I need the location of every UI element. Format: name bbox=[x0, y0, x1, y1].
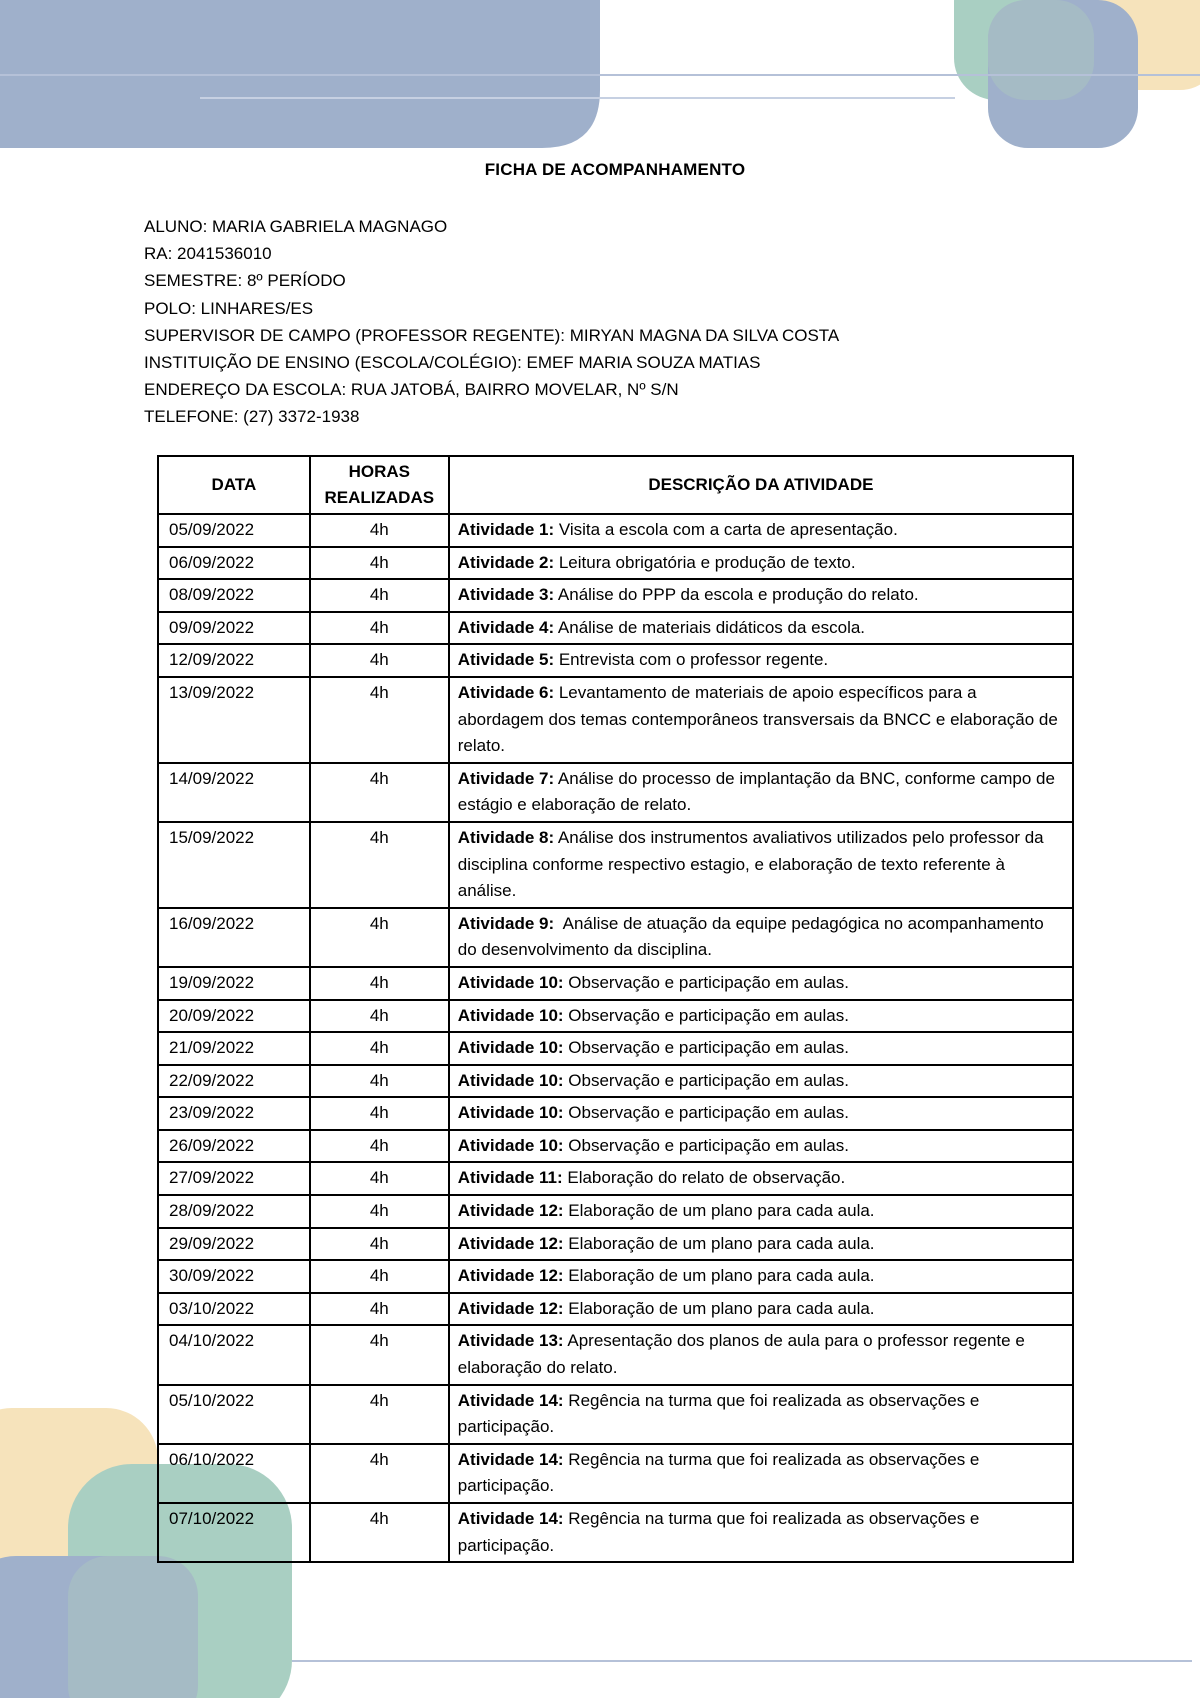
table-row bbox=[158, 908, 1073, 967]
row-description bbox=[449, 1260, 1073, 1293]
table-row bbox=[158, 1260, 1073, 1293]
activity-text: Elaboração de um plano para cada aula. bbox=[563, 1233, 875, 1253]
activity-text: Apresentação dos planos de aula para o professor regente e elaboração do relato. bbox=[457, 1331, 1030, 1378]
row-description bbox=[449, 1228, 1073, 1261]
footer-line bbox=[292, 1659, 1192, 1663]
table-body bbox=[158, 514, 1073, 1562]
activity-text: Análise do PPP da escola e produção do relato. bbox=[554, 585, 919, 605]
row-description bbox=[449, 1162, 1073, 1195]
row-date: 06/09/2022 bbox=[158, 547, 310, 580]
row-hours: 4h bbox=[310, 612, 449, 645]
activity-text: Entrevista com o professor regente. bbox=[554, 650, 829, 670]
table-row bbox=[158, 612, 1073, 645]
row-hours: 4h bbox=[310, 1032, 449, 1065]
activity-label: Atividade 10: bbox=[457, 1070, 564, 1090]
table-row bbox=[158, 1065, 1073, 1098]
row-date: 23/09/2022 bbox=[158, 1097, 310, 1130]
activity-label: Atividade 14: bbox=[457, 1509, 564, 1528]
activity-label: Atividade 3: bbox=[457, 585, 555, 605]
activity-text: Elaboração de um plano para cada aula. bbox=[563, 1266, 875, 1286]
table-row bbox=[158, 644, 1073, 677]
row-date: 22/09/2022 bbox=[158, 1065, 310, 1098]
activity-text: Regência na turma que foi realizada as observações e participação. bbox=[457, 1449, 985, 1496]
row-hours: 4h bbox=[310, 1385, 449, 1444]
row-hours: 4h bbox=[310, 644, 449, 677]
activity-text: Observação e participação em aulas. bbox=[563, 1038, 849, 1058]
header-date: DATA bbox=[158, 456, 310, 514]
row-date: 09/09/2022 bbox=[158, 612, 310, 645]
activity-text: Visita a escola com a carta de apresentação. bbox=[554, 520, 898, 539]
row-description bbox=[449, 514, 1073, 547]
activity-label: Atividade 10: bbox=[457, 1038, 564, 1058]
activity-text: Leitura obrigatória e produção de texto. bbox=[554, 552, 856, 572]
row-hours: 4h bbox=[310, 822, 449, 908]
row-date: 03/10/2022 bbox=[158, 1293, 310, 1326]
activity-label: Atividade 14: bbox=[457, 1390, 564, 1410]
activity-text: Regência na turma que foi realizada as observações e participação. bbox=[457, 1390, 985, 1437]
row-description bbox=[449, 908, 1073, 967]
activity-text: Elaboração de um plano para cada aula. bbox=[563, 1298, 875, 1318]
row-description bbox=[449, 547, 1073, 580]
row-hours: 4h bbox=[310, 1260, 449, 1293]
student-info bbox=[144, 213, 839, 431]
activity-label: Atividade 1: bbox=[457, 520, 555, 539]
table-row bbox=[158, 822, 1073, 908]
table-row bbox=[158, 1032, 1073, 1065]
row-date: 20/09/2022 bbox=[158, 1000, 310, 1033]
activity-text: Observação e participação em aulas. bbox=[563, 1005, 849, 1025]
row-hours: 4h bbox=[310, 677, 449, 763]
table-row bbox=[158, 1000, 1073, 1033]
row-description bbox=[449, 579, 1073, 612]
row-hours: 4h bbox=[310, 1228, 449, 1261]
header-overlap-shape bbox=[988, 0, 1094, 100]
row-description bbox=[449, 763, 1073, 822]
row-description bbox=[449, 644, 1073, 677]
row-date: 15/09/2022 bbox=[158, 822, 310, 908]
activity-label: Atividade 10: bbox=[457, 1135, 564, 1155]
row-date: 29/09/2022 bbox=[158, 1228, 310, 1261]
table-row bbox=[158, 1325, 1073, 1384]
activity-label: Atividade 2: bbox=[457, 552, 555, 572]
row-date: 13/09/2022 bbox=[158, 677, 310, 763]
row-description bbox=[449, 612, 1073, 645]
activity-text: Observação e participação em aulas. bbox=[563, 1070, 849, 1090]
footer-overlap-shape bbox=[68, 1556, 198, 1698]
row-description bbox=[449, 1032, 1073, 1065]
activity-label: Atividade 14: bbox=[457, 1449, 564, 1469]
header-hours: HORAS REALIZADAS bbox=[310, 456, 449, 514]
table-row bbox=[158, 967, 1073, 1000]
table-row bbox=[158, 1195, 1073, 1228]
row-date: 16/09/2022 bbox=[158, 908, 310, 967]
activity-text: Análise de materiais didáticos da escola. bbox=[554, 617, 866, 637]
header-description: DESCRIÇÃO DA ATIVIDADE bbox=[449, 456, 1073, 514]
row-hours: 4h bbox=[310, 1130, 449, 1163]
table-row bbox=[158, 1503, 1073, 1562]
activity-label: Atividade 8: bbox=[457, 827, 555, 847]
info-supervisor: SUPERVISOR DE CAMPO (PROFESSOR REGENTE): MIRYAN MAGNA DA SILVA COSTA bbox=[144, 325, 840, 345]
table-row bbox=[158, 1097, 1073, 1130]
row-description bbox=[449, 1195, 1073, 1228]
info-ra: RA: 2041536010 bbox=[144, 244, 272, 264]
row-date: 19/09/2022 bbox=[158, 967, 310, 1000]
row-date: 05/10/2022 bbox=[158, 1385, 310, 1444]
activity-text: Análise dos instrumentos avaliativos utilizados pelo professor da disciplina conforme respectivo estagio, e elaboração de texto referente à análise. bbox=[457, 827, 1049, 901]
row-hours: 4h bbox=[310, 547, 449, 580]
row-date: 06/10/2022 bbox=[158, 1444, 310, 1503]
table-row bbox=[158, 1130, 1073, 1163]
activity-label: Atividade 12: bbox=[457, 1266, 564, 1286]
activity-label: Atividade 9: bbox=[457, 913, 555, 933]
row-date: 14/09/2022 bbox=[158, 763, 310, 822]
activity-text: Regência na turma que foi realizada as observações e participação. bbox=[457, 1509, 985, 1555]
row-description bbox=[449, 1385, 1073, 1444]
row-hours: 4h bbox=[310, 1162, 449, 1195]
activity-label: Atividade 12: bbox=[457, 1233, 564, 1253]
row-hours: 4h bbox=[310, 908, 449, 967]
activity-text: Análise do processo de implantação da BNC, conforme campo de estágio e elaboração de relato. bbox=[457, 768, 1060, 815]
row-description bbox=[449, 1444, 1073, 1503]
row-hours: 4h bbox=[310, 1293, 449, 1326]
table-row bbox=[158, 1162, 1073, 1195]
info-phone: TELEFONE: (27) 3372-1938 bbox=[144, 407, 360, 427]
table-row bbox=[158, 677, 1073, 763]
table-row bbox=[158, 1293, 1073, 1326]
row-description bbox=[449, 822, 1073, 908]
activity-label: Atividade 10: bbox=[457, 1005, 564, 1025]
row-description bbox=[449, 967, 1073, 1000]
activity-label: Atividade 10: bbox=[457, 972, 564, 992]
row-hours: 4h bbox=[310, 967, 449, 1000]
table-row bbox=[158, 1228, 1073, 1261]
activities-table bbox=[157, 455, 1074, 1563]
row-date: 04/10/2022 bbox=[158, 1325, 310, 1384]
row-hours: 4h bbox=[310, 1444, 449, 1503]
header-decoration bbox=[0, 0, 1200, 150]
activity-text: Elaboração de um plano para cada aula. bbox=[563, 1201, 875, 1221]
table-row bbox=[158, 579, 1073, 612]
row-date: 07/10/2022 bbox=[158, 1503, 310, 1562]
table-row bbox=[158, 1444, 1073, 1503]
info-polo: POLO: LINHARES/ES bbox=[144, 298, 314, 318]
table-row bbox=[158, 763, 1073, 822]
row-date: 05/09/2022 bbox=[158, 514, 310, 547]
activity-text: Observação e participação em aulas. bbox=[563, 1103, 849, 1123]
activity-label: Atividade 11: bbox=[457, 1168, 563, 1188]
row-hours: 4h bbox=[310, 1000, 449, 1033]
activity-text: Elaboração do relato de observação. bbox=[562, 1168, 846, 1188]
table-header-row bbox=[158, 456, 1073, 514]
row-description bbox=[449, 1130, 1073, 1163]
row-description bbox=[449, 1503, 1073, 1562]
row-hours: 4h bbox=[310, 763, 449, 822]
activity-label: Atividade 6: bbox=[457, 682, 555, 702]
activity-text: Análise de atuação da equipe pedagógica no acompanhamento do desenvolvimento da disciplina. bbox=[457, 913, 1049, 960]
row-date: 28/09/2022 bbox=[158, 1195, 310, 1228]
row-description bbox=[449, 1000, 1073, 1033]
row-hours: 4h bbox=[310, 1097, 449, 1130]
row-description bbox=[449, 1097, 1073, 1130]
table-row bbox=[158, 547, 1073, 580]
row-date: 12/09/2022 bbox=[158, 644, 310, 677]
row-hours: 4h bbox=[310, 514, 449, 547]
activity-label: Atividade 10: bbox=[457, 1103, 564, 1123]
row-date: 30/09/2022 bbox=[158, 1260, 310, 1293]
row-description bbox=[449, 1065, 1073, 1098]
activity-label: Atividade 4: bbox=[457, 617, 555, 637]
row-hours: 4h bbox=[310, 1325, 449, 1384]
row-description bbox=[449, 1325, 1073, 1384]
info-student: ALUNO: MARIA GABRIELA MAGNAGO bbox=[144, 217, 448, 236]
row-date: 27/09/2022 bbox=[158, 1162, 310, 1195]
row-hours: 4h bbox=[310, 579, 449, 612]
row-hours: 4h bbox=[310, 1195, 449, 1228]
info-semester: SEMESTRE: 8º PERÍODO bbox=[144, 271, 346, 291]
row-hours: 4h bbox=[310, 1503, 449, 1562]
row-date: 21/09/2022 bbox=[158, 1032, 310, 1065]
activity-text: Observação e participação em aulas. bbox=[563, 972, 849, 992]
activity-text: Observação e participação em aulas. bbox=[563, 1135, 849, 1155]
activity-label: Atividade 12: bbox=[457, 1201, 564, 1221]
row-date: 26/09/2022 bbox=[158, 1130, 310, 1163]
row-date: 08/09/2022 bbox=[158, 579, 310, 612]
document-title: FICHA DE ACOMPANHAMENTO bbox=[484, 160, 746, 179]
table-row bbox=[158, 1385, 1073, 1444]
info-institution: INSTITUIÇÃO DE ENSINO (ESCOLA/COLÉGIO): EMEF MARIA SOUZA MATIAS bbox=[144, 353, 761, 373]
activity-label: Atividade 13: bbox=[457, 1331, 564, 1351]
row-description bbox=[449, 1293, 1073, 1326]
row-hours: 4h bbox=[310, 1065, 449, 1098]
activity-label: Atividade 12: bbox=[457, 1298, 564, 1318]
activity-text: Levantamento de materiais de apoio específicos para a abordagem dos temas contemporâneos transversais da BNCC e elaboração de relato. bbox=[457, 682, 1063, 756]
info-address: ENDEREÇO DA ESCOLA: RUA JATOBÁ, BAIRRO MOVELAR, Nº S/N bbox=[144, 380, 679, 400]
row-description bbox=[449, 677, 1073, 763]
activity-label: Atividade 5: bbox=[457, 650, 555, 670]
activity-label: Atividade 7: bbox=[457, 768, 555, 788]
table-row bbox=[158, 514, 1073, 547]
